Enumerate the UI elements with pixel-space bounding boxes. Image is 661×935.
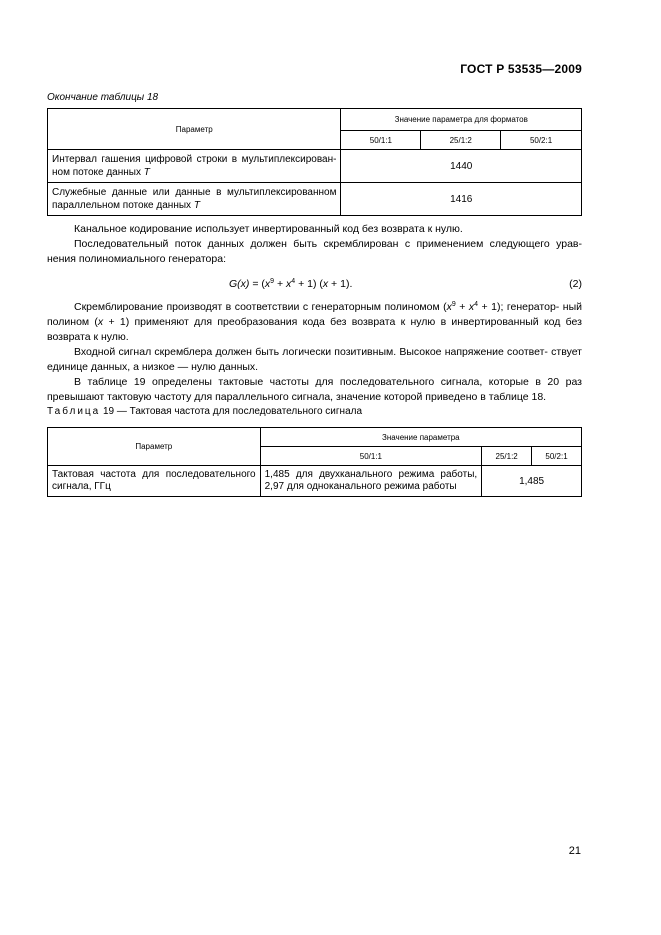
- formula-exp1: 9: [270, 278, 275, 285]
- table-18: [47, 108, 582, 216]
- formula-number: (2): [569, 278, 582, 290]
- t18-header-values: Значение параметра для форматов: [341, 109, 582, 131]
- p3-exp1: 9: [451, 301, 456, 308]
- formula-tail1: + 1) (: [295, 278, 323, 290]
- table-row: [48, 466, 582, 497]
- p3-plus: +: [455, 301, 469, 313]
- table18-caption: Окончание таблицы 18: [47, 92, 159, 103]
- t18-row1-value: 1440: [341, 150, 582, 183]
- t18-row1-param-text: Интервал гашения цифровой строки в мультиплексирован- ном потоке данных: [52, 154, 337, 178]
- formula-tail2: + 1).: [328, 278, 353, 290]
- table-row: [48, 183, 582, 216]
- t19-row-param: Тактовая частота для последовательного сигнала, ГГц: [48, 466, 261, 497]
- t19-value-line1: 1,485 для двухканального режима работы,: [264, 469, 478, 480]
- p3-part-a: Скремблирование производят в соответствии с генераторным полиномом (: [74, 301, 447, 313]
- formula-lhs: G(x): [229, 278, 250, 290]
- formula-exp2: 4: [291, 278, 296, 285]
- t18-format-1: 50/1:1: [341, 131, 421, 150]
- t18-row2-param: [48, 183, 341, 216]
- paragraph-2: Последовательный поток данных должен быть скремблирован с применением следующего урав- нения полиномиального генератора:: [47, 238, 582, 265]
- p3-x2: x: [468, 301, 475, 313]
- table19-caption: [47, 406, 362, 417]
- t18-row2-value: 1416: [341, 183, 582, 216]
- table19-caption-rest: 19 — Тактовая частота для последовательного сигнала: [100, 406, 363, 417]
- formula-plus: +: [274, 278, 287, 290]
- t18-format-2: 25/1:2: [421, 131, 501, 150]
- t19-row-value-1: [260, 466, 482, 497]
- p3-x3: x: [97, 316, 104, 328]
- table19-caption-word: Таблица: [47, 406, 101, 417]
- paragraph-1: Канальное кодирование использует инвертированный код без возврата к нулю.: [74, 223, 463, 235]
- body-text-top: [47, 222, 582, 267]
- formula-eq: = (: [249, 278, 265, 290]
- table-row: [48, 150, 582, 183]
- paragraph-4: Входной сигнал скремблера должен быть логически позитивным. Высокое напряжение соответ- ствует единице данных, а низкое — нулю данных.: [47, 346, 582, 373]
- p3-exp2: 4: [474, 301, 479, 308]
- paragraph-3: [47, 300, 582, 345]
- formula-x3: x: [322, 278, 329, 290]
- table-19: [47, 427, 582, 497]
- p3-x1: x: [446, 301, 452, 313]
- t18-header-param: Параметр: [48, 109, 341, 150]
- t18-row2-param-text: Служебные данные или данные в мультиплексированном параллельном потоке данных: [52, 187, 337, 211]
- formula-x2: x: [286, 278, 292, 290]
- t19-format-3: 50/2:1: [532, 447, 582, 466]
- formula-x1: x: [264, 278, 271, 290]
- t18-format-3: 50/2:1: [501, 131, 582, 150]
- t19-format-1: 50/1:1: [260, 447, 482, 466]
- page-number: 21: [568, 845, 581, 857]
- t19-format-2: 25/1:2: [482, 447, 532, 466]
- t19-header-values: Значение параметра: [260, 428, 581, 447]
- p3-part-b: + 1); генератор- ный полином (: [47, 301, 582, 328]
- p3-part-c: + 1) применяют для преобразования кода без возврата к нулю в инвертированный код без возврата к нулю.: [47, 316, 582, 343]
- formula-expression: [229, 278, 352, 290]
- t18-row2-param-var: T: [193, 200, 200, 211]
- t19-header-param: Параметр: [48, 428, 261, 466]
- t18-row1-param-var: T: [143, 167, 150, 178]
- t19-row-value-merged: 1,485: [482, 466, 582, 497]
- paragraph-5: В таблице 19 определены тактовые частоты для последовательного сигнала, которые в 20 раз превышают тактовую частоту для параллельного сигнала, значение которой приведено в таблице 18.: [47, 376, 582, 403]
- document-code: ГОСТ Р 53535—2009: [460, 62, 582, 76]
- t18-row1-param: [48, 150, 341, 183]
- t19-value-line2: 2,97 для одноканального режима работы: [264, 481, 457, 492]
- body-text-bottom: [47, 300, 582, 405]
